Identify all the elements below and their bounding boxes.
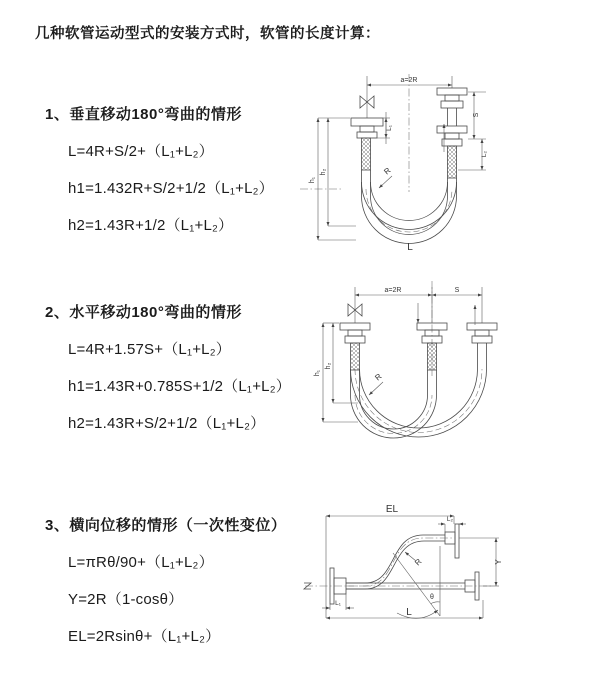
braided-hose-section <box>448 146 457 178</box>
dim-label-l: L <box>407 242 413 253</box>
formula-line: h1=1.43R+0.785S+1/2（L₁+L₂） <box>68 378 291 395</box>
dim-label-h2: h₂ <box>325 362 332 370</box>
angle-label-theta: θ <box>430 594 434 601</box>
dim-label-l2: L₂ <box>446 516 454 523</box>
section-1 <box>45 103 274 235</box>
section-3-heading: 3、横向位移的情形（一次性变位） <box>45 517 287 534</box>
braided-hose-section <box>351 343 360 370</box>
dim-label-h1: h₁ <box>314 369 321 377</box>
section-2-heading: 2、水平移动180°弯曲的情形 <box>45 304 242 321</box>
braided-hose-section <box>362 138 371 170</box>
formula-line: h1=1.432R+S/2+1/2（L₁+L₂） <box>68 180 274 197</box>
section-2 <box>45 301 291 433</box>
dim-label-y: Y <box>494 559 503 565</box>
formula-line: h2=1.43R+S/2+1/2（L₁+L₂） <box>68 415 266 432</box>
formula-line: EL=2Rsinθ+（L₁+L₂） <box>68 628 221 645</box>
radius-label: R <box>413 557 424 568</box>
right-flange-fitting-lower <box>437 126 467 146</box>
right-flange-fitting-upper <box>437 88 467 108</box>
dim-label-el: EL <box>385 504 399 515</box>
diagram-lateral-displacement <box>297 496 587 654</box>
diagram-horizontal-180-bend <box>298 273 578 458</box>
dim-label-l1: L₁ <box>335 600 341 607</box>
dim-label-h2: h₂ <box>320 168 327 176</box>
dim-label-a2r: a=2R <box>384 287 402 294</box>
formula-line: L=4R+S/2+（L₁+L₂） <box>68 143 214 160</box>
left-flange-fitting <box>340 323 370 343</box>
dim-label-s: S <box>454 287 460 294</box>
page-title: 几种软管运动型式的安装方式时，软管的长度计算： <box>35 26 380 42</box>
dim-label-l: L <box>406 607 412 618</box>
formula-line: h2=1.43R+1/2（L₁+L₂） <box>68 217 234 234</box>
dim-label-s: S <box>473 112 480 118</box>
moving-end-flange <box>445 524 459 558</box>
braided-hose-section <box>428 343 437 370</box>
right-flange-fitting <box>467 323 497 343</box>
radius-label: R <box>373 371 384 383</box>
dim-label-l1: L₁ <box>386 125 393 131</box>
dim-label-a2r: a=2R <box>400 77 418 84</box>
diagram-vertical-180-bend <box>298 62 568 262</box>
dim-label-l2: L₂ <box>481 150 488 158</box>
dim-label-h1: h₁ <box>309 176 316 184</box>
formula-line: L=πRθ/90+（L₁+L₂） <box>68 554 214 571</box>
section-3 <box>45 514 286 646</box>
formula-line: Y=2R（1-cosθ） <box>68 591 184 608</box>
formula-line: L=4R+1.57S+（L₁+L₂） <box>68 341 231 358</box>
left-flange-fitting <box>351 118 383 138</box>
radius-label: R <box>382 165 393 177</box>
section-1-heading: 1、垂直移动180°弯曲的情形 <box>45 106 242 123</box>
